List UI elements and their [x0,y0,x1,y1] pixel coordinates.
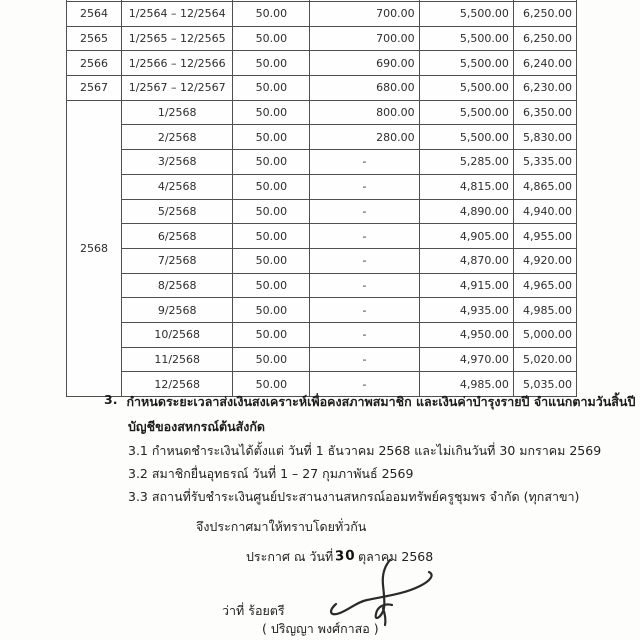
table-row [67,298,577,323]
table-row [67,174,577,199]
cell-extra: 700.00 [310,26,419,51]
item3-1: 3.1 กำหนดชำระเงินได้ตั้งแต่ วันที่ 1 ธันวาคม 2568 และไม่เกินวันที่ 30 มกราคม 2569 [128,443,602,458]
cell-total: 4,965.00 [513,273,576,298]
cell-extra: - [310,372,419,397]
table-row [67,273,577,298]
cell-period: 7/2568 [122,248,233,273]
cell-total: 4,955.00 [513,224,576,249]
cell-total: 4,865.00 [513,174,576,199]
table-row [67,199,577,224]
cell-period: 3/2568 [122,150,233,175]
cell-period: 1/2566 – 12/2566 [122,51,233,76]
cell-assist: 4,915.00 [419,273,513,298]
table-row [67,150,577,175]
cell-fee: 50.00 [233,26,310,51]
cell-fee: 50.00 [233,322,310,347]
cell-extra: - [310,248,419,273]
cell-assist: 5,500.00 [419,51,513,76]
signer-name: ( ปริญญา พงศ์กาสอ ) [262,621,379,636]
cell-extra: 280.00 [310,125,419,150]
cell-total: 6,250.00 [513,2,576,27]
cell-period: 6/2568 [122,224,233,249]
cell-total: 5,020.00 [513,347,576,372]
cell-fee: 50.00 [233,248,310,273]
cell-extra: 700.00 [310,2,419,27]
cell-period: 10/2568 [122,322,233,347]
table-row [67,248,577,273]
cell-total: 6,250.00 [513,26,576,51]
cell-assist: 4,905.00 [419,224,513,249]
cell-period: 11/2568 [122,347,233,372]
cell-extra: - [310,273,419,298]
cell-period: 1/2568 [122,100,233,125]
cell-extra: 690.00 [310,51,419,76]
cell-total: 4,985.00 [513,298,576,323]
cell-period: 1/2564 – 12/2564 [122,2,233,27]
table-row [67,2,577,27]
cell-period: 5/2568 [122,199,233,224]
cell-total: 5,830.00 [513,125,576,150]
cell-extra: - [310,199,419,224]
table-row [67,100,577,125]
cell-fee: 50.00 [233,76,310,101]
fee-table-body [67,0,577,397]
cell-fee: 50.00 [233,199,310,224]
cell-fee: 50.00 [233,372,310,397]
cell-period: 9/2568 [122,298,233,323]
item3-line1: กำหนดระยะเวลาส่งเงินสงเคราะห์เพื่อคงสภาพสมาชิก และเงินค่าบำรุงรายปี จำแนกตามวันสิ้นปี [126,394,636,409]
cell-fee: 50.00 [233,298,310,323]
cell-assist: 4,985.00 [419,372,513,397]
signer-rank: ว่าที่ ร้อยตรี [222,603,285,618]
cell-year: 2564 [67,2,122,27]
cell-period: 12/2568 [122,372,233,397]
cell-total: 6,230.00 [513,76,576,101]
cell-period: 1/2565 – 12/2565 [122,26,233,51]
table-row [67,26,577,51]
fee-table [66,0,577,397]
cell-assist: 5,500.00 [419,76,513,101]
cell-assist: 4,890.00 [419,199,513,224]
cell-extra: - [310,224,419,249]
cell-year: 2565 [67,26,122,51]
cell-assist: 5,500.00 [419,125,513,150]
cell-year: 2566 [67,51,122,76]
table-row [67,125,577,150]
cell-fee: 50.00 [233,51,310,76]
cell-total: 5,035.00 [513,372,576,397]
cell-total: 6,350.00 [513,100,576,125]
cell-period: 2/2568 [122,125,233,150]
cell-extra: - [310,174,419,199]
cell-period: 1/2567 – 12/2567 [122,76,233,101]
item3-line2: บัญชีของสหกรณ์ต้นสังกัด [128,419,266,434]
cell-assist: 5,285.00 [419,150,513,175]
cell-extra: 800.00 [310,100,419,125]
cell-period: 8/2568 [122,273,233,298]
cell-year: 2568 [67,100,122,396]
table-row [67,224,577,249]
item3-2: 3.2 สมาชิกยื่นอุทธรณ์ วันที่ 1 – 27 กุมภาพันธ์ 2569 [128,466,414,481]
cell-extra: 680.00 [310,76,419,101]
cell-extra: - [310,322,419,347]
cell-fee: 50.00 [233,150,310,175]
table-row [67,51,577,76]
cell-fee: 50.00 [233,100,310,125]
date-prefix: ประกาศ ณ วันที่ [246,549,334,564]
item3-3: 3.3 สถานที่รับชำระเงินศูนย์ประสานงานสหกรณ์ออมทรัพย์ครูชุมพร จำกัด (ทุกสาขา) [128,489,580,504]
table-row [67,76,577,101]
cell-assist: 5,500.00 [419,100,513,125]
cell-total: 4,940.00 [513,199,576,224]
cell-total: 5,000.00 [513,322,576,347]
cell-assist: 4,950.00 [419,322,513,347]
cell-assist: 5,500.00 [419,2,513,27]
table-row [67,322,577,347]
table-row [67,347,577,372]
cell-fee: 50.00 [233,2,310,27]
cell-total: 5,335.00 [513,150,576,175]
cell-assist: 5,500.00 [419,26,513,51]
cell-assist: 4,970.00 [419,347,513,372]
cell-fee: 50.00 [233,224,310,249]
cell-fee: 50.00 [233,347,310,372]
cell-year: 2567 [67,76,122,101]
cell-assist: 4,870.00 [419,248,513,273]
date-suffix: ตุลาคม 2568 [358,549,434,564]
cell-period: 4/2568 [122,174,233,199]
cell-extra: - [310,150,419,175]
cell-fee: 50.00 [233,125,310,150]
item3-heading [104,392,635,412]
cell-assist: 4,935.00 [419,298,513,323]
cell-total: 4,920.00 [513,248,576,273]
cell-assist: 4,815.00 [419,174,513,199]
date-handwritten-day: 30 [334,547,357,565]
cell-fee: 50.00 [233,273,310,298]
cell-extra: - [310,298,419,323]
cell-total: 6,240.00 [513,51,576,76]
cell-fee: 50.00 [233,174,310,199]
item3-number: 3. [104,392,118,407]
closing-line: จึงประกาศมาให้ทราบโดยทั่วกัน [196,519,367,534]
cell-extra: - [310,347,419,372]
